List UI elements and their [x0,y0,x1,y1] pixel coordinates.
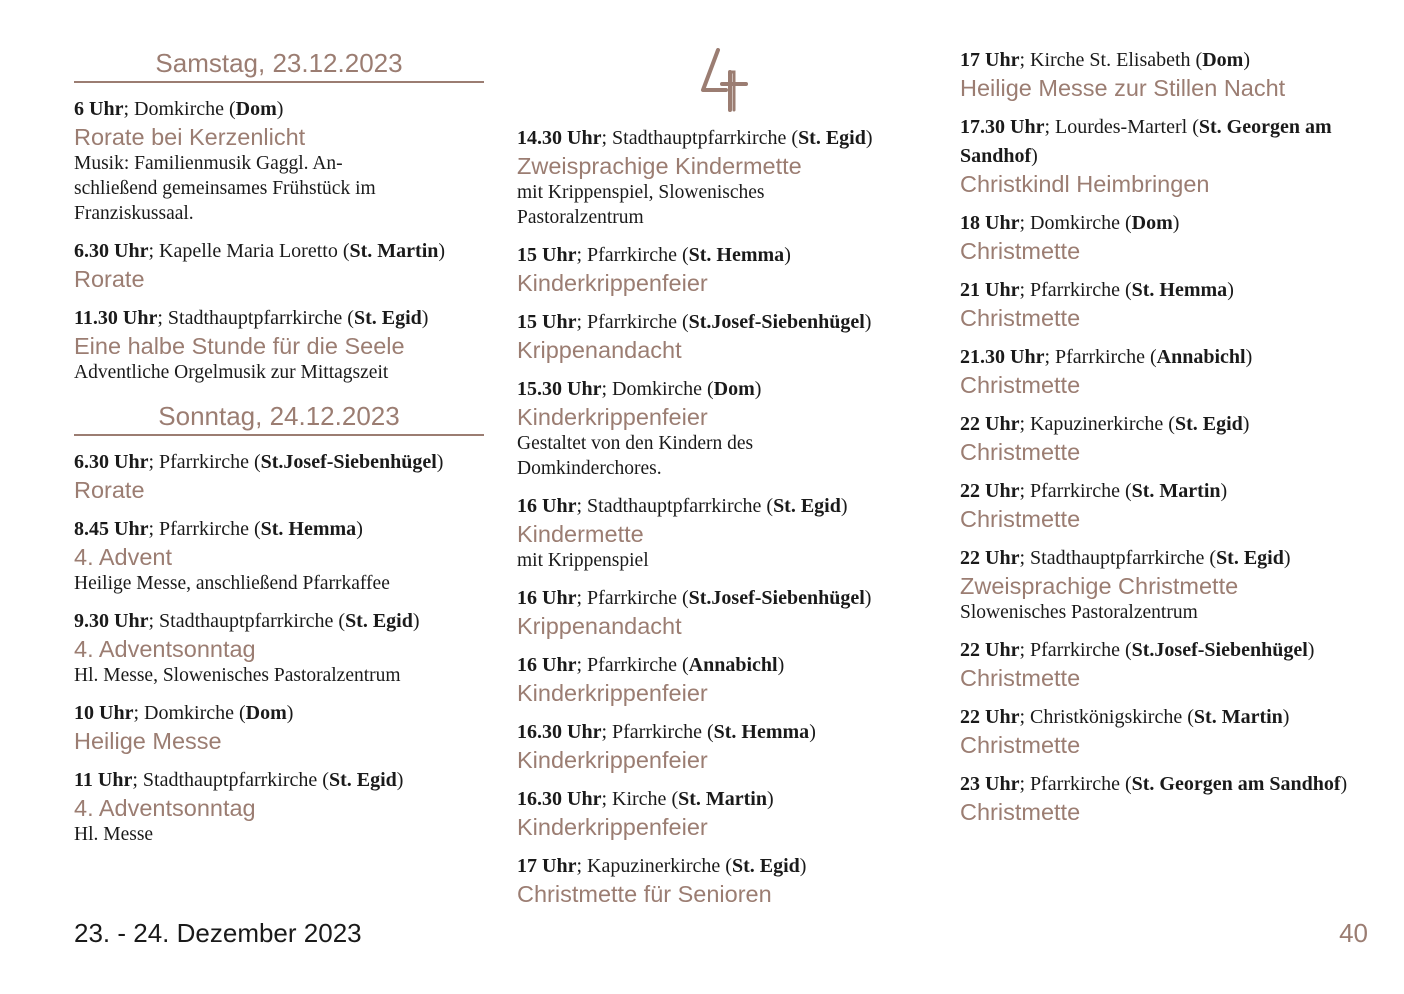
event-time-line: 18 Uhr; Domkirche (Dom) [960,212,1180,234]
event-time: 22 Uhr [960,547,1020,569]
event-time-line: 22 Uhr; Stadthauptpfarrkirche (St. Egid) [960,547,1291,569]
event-time-line: 16 Uhr; Stadthauptpfarrkirche (St. Egid) [517,495,848,517]
event-parish: (St. Hemma) [253,518,363,540]
event-title: Christmette [960,238,1081,264]
event-entry [960,636,1372,692]
event-parish-name: Dom [713,378,755,400]
event-location: Kirche [612,788,667,810]
four-cross-icon [700,48,750,114]
event-entry [74,95,484,226]
event-title: Heilige Messe [74,728,222,754]
event-parish: (St. Egid) [725,855,807,877]
event-entry [517,785,932,841]
event-time-line: 17.30 Uhr; Lourdes-Marterl (St. Georgen am Sandhof) [960,116,1332,167]
event-location: Pfarrkirche [1030,639,1120,661]
event-location: Pfarrkirche [587,244,677,266]
event-entry [960,703,1372,759]
event-title: Kinderkrippenfeier [517,680,708,706]
event-title: Christmette [960,506,1081,532]
event-entry [74,304,484,385]
event-time-line: 22 Uhr; Kapuzinerkirche (St. Egid) [960,413,1250,435]
event-entry [517,308,932,364]
event-time: 11 Uhr [74,769,133,791]
event-parish: (St. Martin) [1187,706,1290,728]
event-location: Pfarrkirche [159,451,249,473]
event-location: Pfarrkirche [1030,773,1120,795]
event-parish: (St. Egid) [347,307,429,329]
event-location: Kapuzinerkirche [587,855,721,877]
event-entry [960,544,1372,625]
event-parish: (Annabichl) [681,654,785,676]
event-description: Hl. Messe [74,824,154,845]
event-time-line: 6 Uhr; Domkirche (Dom) [74,98,284,120]
event-time: 6.30 Uhr [74,240,149,262]
event-location: Pfarrkirche [1055,346,1145,368]
event-parish-name: St. Egid [328,769,397,791]
event-location: Pfarrkirche [1030,279,1120,301]
event-description: mit Krippenspiel, Slowenisches Pastoralzentrum [517,182,765,228]
event-location: Stadthauptpfarrkirche [587,495,762,517]
event-parish: (St. Egid) [322,769,404,791]
event-description: Slowenisches Pastoralzentrum [960,602,1198,623]
event-parish: (Annabichl) [1149,346,1253,368]
event-parish: (St.Josef-Siebenhügel) [1124,639,1315,661]
event-entry [74,237,484,293]
event-time: 8.45 Uhr [74,518,149,540]
event-entry [517,124,932,230]
event-time-line: 6.30 Uhr; Kapelle Maria Loretto (St. Martin) [74,240,446,262]
event-title: Kinderkrippenfeier [517,270,708,296]
event-parish-name: St. Martin [1131,480,1221,502]
event-entry [960,113,1372,198]
event-location: Pfarrkirche [587,311,677,333]
event-time: 15 Uhr [517,244,577,266]
event-time-line: 10 Uhr; Domkirche (Dom) [74,702,294,724]
event-location: Domkirche [134,98,224,120]
event-parish: (St.Josef-Siebenhügel) [681,587,872,609]
event-title: 4. Adventsonntag [74,795,256,821]
event-parish-name: St.Josef-Siebenhügel [260,451,437,473]
event-time-line: 16.30 Uhr; Pfarrkirche (St. Hemma) [517,721,816,743]
event-title: Eine halbe Stunde für die Seele [74,333,405,359]
event-parish: (St. Egid) [1209,547,1291,569]
event-parish-name: Annabichl [1156,346,1246,368]
event-parish-name: St. Egid [353,307,422,329]
event-parish-name: St.Josef-Siebenhügel [688,587,865,609]
event-title: Christmette [960,439,1081,465]
event-parish: (St. Egid) [1168,413,1250,435]
event-title: Rorate bei Kerzenlicht [74,124,306,150]
event-location: Stadthauptpfarrkirche [1030,547,1205,569]
event-location: Lourdes-Marterl [1055,116,1188,138]
event-title: 4. Adventsonntag [74,636,256,662]
event-time-line: 14.30 Uhr; Stadthauptpfarrkirche (St. Egid) [517,127,873,149]
event-parish: (St. Hemma) [706,721,816,743]
event-time-line: 22 Uhr; Pfarrkirche (St.Josef-Siebenhügel) [960,639,1315,661]
event-time: 11.30 Uhr [74,307,158,329]
event-parish-name: Dom [1131,212,1173,234]
event-time: 6 Uhr [74,98,124,120]
event-entry [960,46,1372,102]
event-time: 15.30 Uhr [517,378,602,400]
event-time-line: 16.30 Uhr; Kirche (St. Martin) [517,788,774,810]
event-parish-name: St. Georgen am Sandhof [1131,773,1341,795]
event-parish-name: Annabichl [688,654,778,676]
event-title: Zweisprachige Kindermette [517,153,802,179]
page-number: 40 [1339,918,1368,948]
event-location: Pfarrkirche [612,721,702,743]
event-parish: (Dom) [1195,49,1250,71]
event-location: Stadthauptpfarrkirche [167,307,343,329]
event-time: 16.30 Uhr [517,721,602,743]
event-title: Rorate [74,477,145,503]
event-entry [517,718,932,774]
event-location: Kapelle Maria Loretto [159,240,338,262]
event-time-line: 15 Uhr; Pfarrkirche (St.Josef-Siebenhügel) [517,311,872,333]
event-time-line: 23 Uhr; Pfarrkirche (St. Georgen am Sandhof) [960,773,1348,795]
event-time-line: 11.30 Uhr; Stadthauptpfarrkirche (St. Egid) [74,307,429,329]
event-title: Christmette [960,799,1081,825]
event-parish-name: St. Hemma [260,518,357,540]
event-title: Kinderkrippenfeier [517,814,708,840]
event-location: Stadthauptpfarrkirche [612,127,787,149]
event-description: Adventliche Orgelmusik zur Mittagszeit [74,362,389,383]
footer-date-range: 23. - 24. Dezember 2023 [74,918,362,948]
event-location: Kirche St. Elisabeth [1030,49,1191,71]
event-title: Kinderkrippenfeier [517,747,708,773]
event-time: 17 Uhr [517,855,577,877]
event-time-line: 15.30 Uhr; Domkirche (Dom) [517,378,762,400]
event-location: Pfarrkirche [1030,480,1120,502]
event-description: Gestaltet von den Kindern des Domkinderchores. [517,433,754,479]
event-time: 23 Uhr [960,773,1020,795]
event-parish: (St. Georgen am Sandhof) [1124,773,1348,795]
event-time-line: 9.30 Uhr; Stadthauptpfarrkirche (St. Egid) [74,610,420,632]
event-parish: (St.Josef-Siebenhügel) [253,451,444,473]
event-parish: (St. Hemma) [681,244,791,266]
event-parish: (St. Egid) [791,127,873,149]
event-entry [517,852,932,908]
event-title: Christmette [960,372,1081,398]
event-parish-name: St. Hemma [1131,279,1228,301]
event-parish: (Dom) [239,702,294,724]
event-entry [960,770,1372,826]
event-entry [517,241,932,297]
event-title: Kinderkrippenfeier [517,404,708,430]
event-title: 4. Advent [74,544,172,570]
event-title: Christmette [960,305,1081,331]
event-parish-name: St. Hemma [688,244,785,266]
event-parish-name: St. Martin [349,240,439,262]
column-1 [74,46,484,858]
event-entry [517,375,932,481]
event-title: Krippenandacht [517,337,682,363]
event-time-line: 21 Uhr; Pfarrkirche (St. Hemma) [960,279,1234,301]
event-parish: (St. Georgen am Sandhof) [960,116,1332,167]
event-time: 17 Uhr [960,49,1020,71]
event-list-col3 [960,46,1372,826]
event-parish: (St. Egid) [338,610,420,632]
event-location: Stadthauptpfarrkirche [159,610,334,632]
event-list-col2 [517,124,932,908]
event-time-line: 17 Uhr; Kirche St. Elisabeth (Dom) [960,49,1250,71]
event-time-line: 22 Uhr; Christkönigskirche (St. Martin) [960,706,1290,728]
event-parish-name: St. Egid [731,855,800,877]
event-entry [960,276,1372,332]
event-location: Stadthauptpfarrkirche [142,769,318,791]
event-parish-name: St. Egid [1174,413,1243,435]
event-location: Domkirche [612,378,702,400]
event-time-line: 21.30 Uhr; Pfarrkirche (Annabichl) [960,346,1253,368]
event-title: Zweisprachige Christmette [960,573,1239,599]
event-entry [960,477,1372,533]
event-parish: (St. Egid) [766,495,848,517]
event-time: 22 Uhr [960,480,1020,502]
event-time: 9.30 Uhr [74,610,149,632]
event-parish: (St. Hemma) [1124,279,1234,301]
event-location: Pfarrkirche [159,518,249,540]
event-time: 22 Uhr [960,413,1020,435]
event-parish-name: Dom [245,702,287,724]
event-parish-name: St. Georgen am Sandhof [960,116,1332,167]
event-title: Christmette [960,732,1081,758]
event-title: Heilige Messe zur Stillen Nacht [960,75,1286,101]
event-title: Christmette für Senioren [517,881,772,907]
event-parish-name: St.Josef-Siebenhügel [688,311,865,333]
event-entry [517,651,932,707]
event-parish-name: St. Egid [798,127,866,149]
event-description: Musik: Familienmusik Gaggl. An- schließend gemeinsames Frühstück im Franziskussaal. [74,153,376,224]
event-time: 15 Uhr [517,311,577,333]
event-list-sunday [74,448,484,847]
event-time: 16 Uhr [517,495,577,517]
event-parish-name: Dom [235,98,277,120]
day-heading-saturday: Samstag, 23.12.2023 [74,46,484,83]
event-parish: (St. Martin) [342,240,446,262]
event-description: Hl. Messe, Slowenisches Pastoralzentrum [74,665,401,686]
event-description: mit Krippenspiel [517,550,649,571]
event-time: 16.30 Uhr [517,788,602,810]
event-time: 22 Uhr [960,639,1020,661]
event-time-line: 16 Uhr; Pfarrkirche (Annabichl) [517,654,785,676]
event-entry [74,607,484,688]
event-entry [517,584,932,640]
event-parish: (St. Martin) [1124,480,1228,502]
event-time-line: 22 Uhr; Pfarrkirche (St. Martin) [960,480,1228,502]
event-entry [517,492,932,573]
event-time-line: 8.45 Uhr; Pfarrkirche (St. Hemma) [74,518,363,540]
column-2 [517,46,932,919]
event-list-saturday [74,95,484,385]
event-parish-name: St. Hemma [713,721,810,743]
event-location: Domkirche [1030,212,1120,234]
event-parish-name: St. Martin [678,788,767,810]
event-entry [960,343,1372,399]
event-time: 17.30 Uhr [960,116,1045,138]
event-time: 21 Uhr [960,279,1020,301]
event-time-line: 15 Uhr; Pfarrkirche (St. Hemma) [517,244,791,266]
event-entry [960,410,1372,466]
event-time-line: 16 Uhr; Pfarrkirche (St.Josef-Siebenhügel) [517,587,872,609]
event-title: Kindermette [517,521,644,547]
event-time: 22 Uhr [960,706,1020,728]
event-entry [74,515,484,596]
event-location: Pfarrkirche [587,654,677,676]
event-parish-name: St.Josef-Siebenhügel [1131,639,1308,661]
event-title: Christkindl Heimbringen [960,171,1210,197]
event-title: Krippenandacht [517,613,682,639]
event-parish: (Dom) [1125,212,1180,234]
logo [517,48,932,124]
event-time: 6.30 Uhr [74,451,149,473]
event-location: Christkönigskirche [1030,706,1183,728]
event-entry [74,766,484,847]
column-3 [960,46,1372,837]
event-time-line: 17 Uhr; Kapuzinerkirche (St. Egid) [517,855,807,877]
event-location: Domkirche [144,702,234,724]
event-time: 10 Uhr [74,702,134,724]
event-time: 21.30 Uhr [960,346,1045,368]
event-time: 16 Uhr [517,654,577,676]
event-parish: (Dom) [229,98,284,120]
event-title: Rorate [74,266,145,292]
day-heading-sunday: Sonntag, 24.12.2023 [74,399,484,436]
event-time: 16 Uhr [517,587,577,609]
event-time: 14.30 Uhr [517,127,602,149]
event-entry [74,699,484,755]
event-parish-name: St. Egid [345,610,413,632]
event-parish: (Dom) [707,378,762,400]
event-parish-name: Dom [1202,49,1244,71]
event-description: Heilige Messe, anschließend Pfarrkaffee [74,573,390,594]
event-title: Christmette [960,665,1081,691]
event-location: Pfarrkirche [587,587,677,609]
event-entry [960,209,1372,265]
event-parish-name: St. Egid [1216,547,1284,569]
event-time-line: 6.30 Uhr; Pfarrkirche (St.Josef-Siebenhügel) [74,451,444,473]
event-entry [74,448,484,504]
event-time: 18 Uhr [960,212,1020,234]
event-parish-name: St. Egid [773,495,841,517]
event-time-line: 11 Uhr; Stadthauptpfarrkirche (St. Egid) [74,769,404,791]
event-parish: (St. Martin) [671,788,774,810]
event-parish-name: St. Martin [1193,706,1283,728]
event-location: Kapuzinerkirche [1030,413,1164,435]
event-parish: (St.Josef-Siebenhügel) [681,311,872,333]
